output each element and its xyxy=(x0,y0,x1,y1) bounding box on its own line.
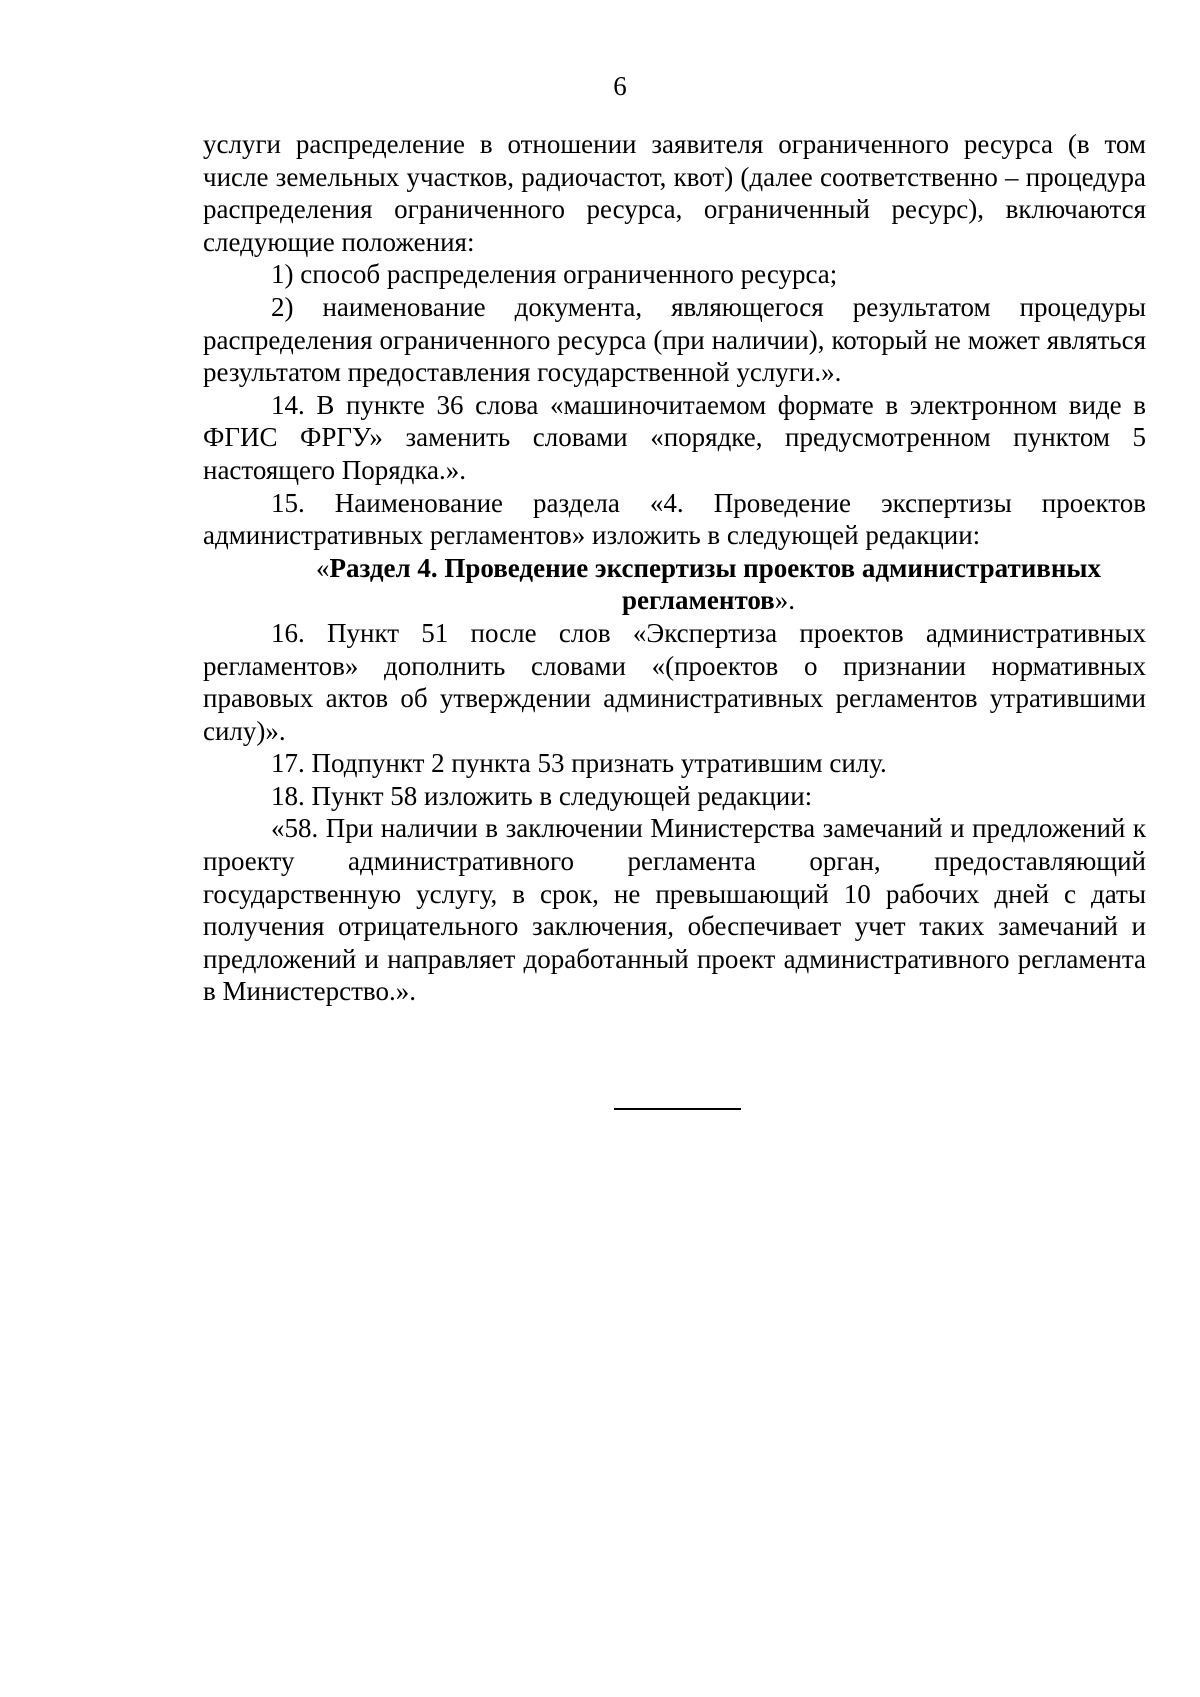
list-item-2: 2) наименование документа, являющегося результатом процедуры распределения ограниченного ресурса (при наличии), который не может являться результатом предоставления государственной услуги.». xyxy=(203,291,1146,388)
heading-open-quote: « xyxy=(315,552,330,583)
heading-close: ». xyxy=(774,585,796,616)
paragraph-continuation: услуги распределение в отношении заявителя ограниченного ресурса (в том числе земельных участков, радиочастот, квот) (далее соответственно – процедура распределения ограниченного ресурса, ограниченный ресурс), включаются следующие положения: xyxy=(203,129,1146,257)
paragraph-14: 14. В пункте 36 слова «машиночитаемом формате в электронном виде в ФГИС ФРГУ» заменить словами «порядке, предусмотренном пунктом 5 настоящего Порядка.». xyxy=(203,389,1146,485)
document-body xyxy=(203,128,1146,1008)
end-rule-divider xyxy=(614,1108,741,1110)
page-number: 6 xyxy=(613,71,627,101)
list-item-1: 1) способ распределения ограниченного ресурса; xyxy=(271,259,838,290)
paragraph-17: 17. Подпункт 2 пункта 53 признать утратившим силу. xyxy=(271,748,887,779)
heading-text: Раздел 4. Проведение экспертизы проектов административных регламентов xyxy=(329,552,1101,616)
paragraph-18: 18. Пункт 58 изложить в следующей редакции: xyxy=(271,780,813,811)
paragraph-58: «58. При наличии в заключении Министерства замечаний и предложений к проекту административного регламента орган, предоставляющий государственную услугу, в срок, не превышающий 10 рабочих дней с даты получения отрицательного заключения, обеспечивает учет таких замечаний и предложений и направляет доработанный проект административного регламента в Министерство.». xyxy=(203,813,1146,1007)
section-heading xyxy=(203,552,1146,617)
paragraph-16: 16. Пункт 51 после слов «Экспертиза проектов административных регламентов» дополнить словами «(проектов о признании нормативных правовых актов об утверждении административных регламентов утратившими силу)». xyxy=(203,617,1146,746)
paragraph-15: 15. Наименование раздела «4. Проведение экспертизы проектов административных регламентов» изложить в следующей редакции: xyxy=(203,487,1146,551)
